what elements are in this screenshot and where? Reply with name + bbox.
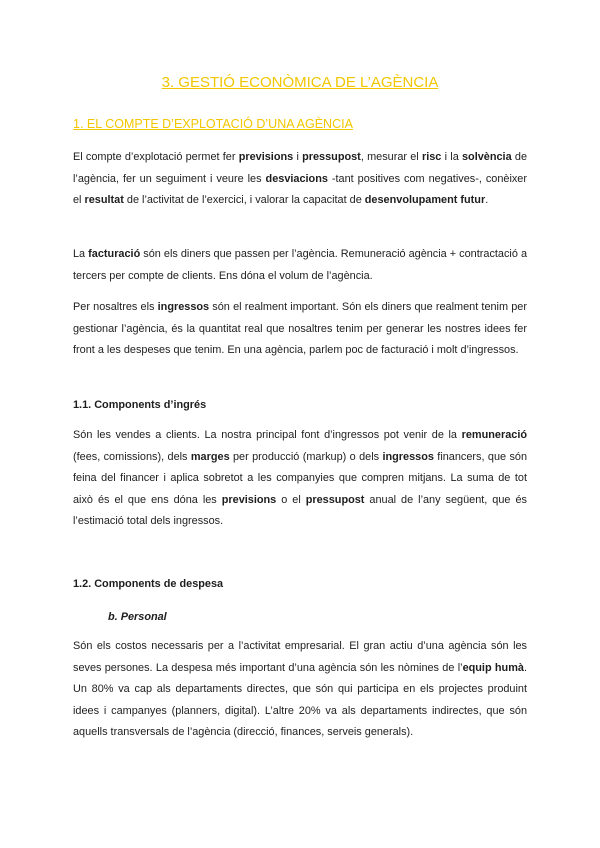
- bold-term: facturació: [88, 248, 141, 260]
- paragraph-components-ingres: Són les vendes a clients. La nostra principal font d’ingressos pot venir de la remuneració (fees, comissions), dels marges per producció (markup) o dels ingressos financers, que són feina del financer i aplica sobretot a les companyies que compren mitjans. La suma de tot això és el que ens dóna les previsions o el pressupost anual de l’any següent, que és l’estimació total dels ingressos.: [73, 429, 527, 527]
- subsection-heading-despesa: 1.2. Components de despesa: [73, 578, 224, 590]
- bold-term: desenvolupament futur: [364, 194, 486, 206]
- bold-term: marges: [190, 450, 230, 463]
- section-heading: 1. EL COMPTE D’EXPLOTACIÓ D’UNA AGÈNCIA: [73, 117, 353, 131]
- bold-term: remuneració: [461, 429, 527, 441]
- paragraph-ingressos: Per nosaltres els ingressos són el realment important. Són els diners que realment tenim per gestionar l’agència, és la quantitat real que nosaltres tenim per generar les nostres idees fer front a les despeses que tenim. En una agència, parlem poc de facturació i molt d’ingressos.: [73, 301, 527, 356]
- bold-term: ingressos: [157, 301, 210, 313]
- chapter-title: 3. GESTIÓ ECONÒMICA DE L’AGÈNCIA: [161, 74, 439, 91]
- bold-term: previsions: [221, 493, 277, 506]
- bold-term: equip humà: [462, 661, 524, 674]
- paragraph-facturacio: La facturació són els diners que passen per l’agència. Remuneració agència + contractació a tercers per compte de clients. Ens dóna el volum de l’agència.: [73, 248, 527, 282]
- bold-term: risc: [421, 151, 442, 163]
- paragraph-explotacio: El compte d’explotació permet fer previsions i pressupost, mesurar el risc i la solvència de l’agència, fer un seguiment i veure les desviacions -tant positives com negatives-, conèixer el resultat de l’activitat de l’exercici, i valorar la capacitat de desenvolupament futur.: [73, 151, 528, 206]
- bold-term: pressupost: [305, 493, 365, 506]
- bold-term: desviacions: [265, 172, 328, 185]
- subsubsection-heading-personal: b. Personal: [108, 611, 167, 623]
- bold-term: pressupost: [302, 151, 361, 163]
- bold-term: resultat: [84, 194, 124, 206]
- bold-term: ingressos: [382, 450, 434, 463]
- subsection-heading-ingres: 1.1. Components d’ingrés: [73, 399, 207, 411]
- bold-term: solvència: [462, 151, 512, 163]
- bold-term: previsions: [238, 151, 294, 163]
- paragraph-personal: Són els costos necessaris per a l’activitat empresarial. El gran actiu d’una agència són les seves persones. La despesa més important d’una agència són les nòmines de l’equip humà. Un 80% va cap als departaments directes, que són qui participa en els projectes produint idees i campanyes (planners, digital). L’altre 20% va als departaments indirectes, que són aquells transversals de l’agència (direcció, finances, serveis generals).: [73, 640, 527, 738]
